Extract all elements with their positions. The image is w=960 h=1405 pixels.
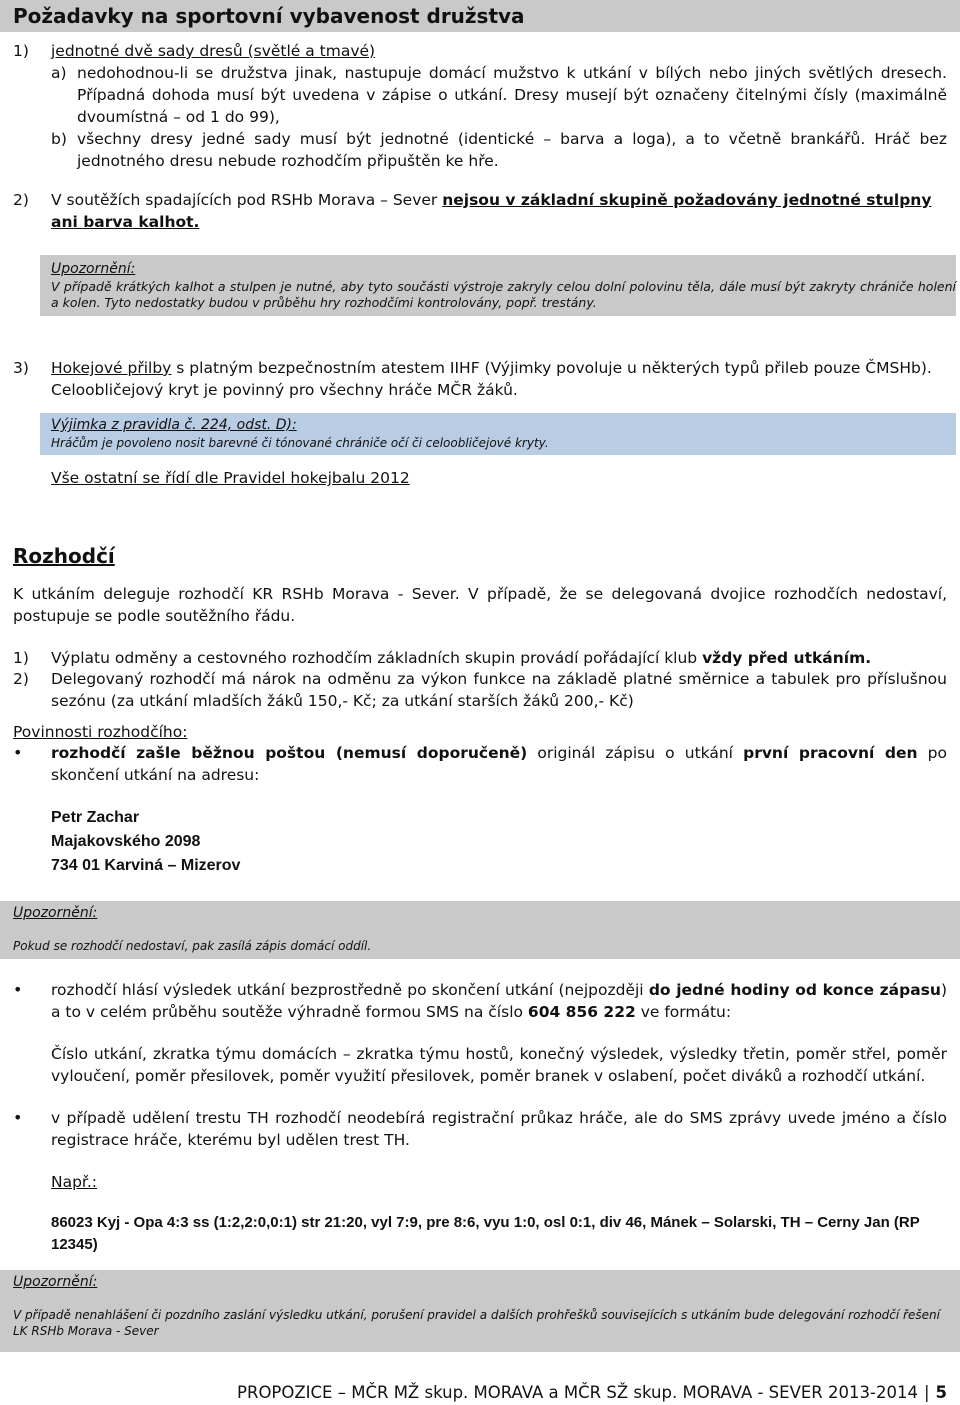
exception-text: Hráčům je povoleno nosit barevné či tónované chrániče očí či celoobličejové kryty.	[51, 436, 549, 450]
duties-label-line	[13, 721, 947, 743]
warning-text: V případě nenahlášení či pozdního zaslání výsledku utkání, porušení pravidel a dalších prohřešků souvisejících s utkáním bude delegování rozhodčí řešení LK RSHb Morava - Sever	[13, 1308, 940, 1338]
exception-box	[40, 413, 956, 455]
item-number: 3)	[13, 359, 29, 377]
referee-item-2	[13, 668, 947, 712]
item-text: s platným bezpečnostním atestem IIHF (Výjimky povoluje u některých typů přileb pouze ČMSHb). Celoobličejový kryt je povinný pro všechny hráče MČR žáků.	[51, 359, 932, 399]
duty-emphasis: první pracovní den	[743, 744, 918, 762]
example-sms: 86023 Kyj - Opa 4:3 ss (1:2,2:0,0:1) str 21:20, vyl 7:9, pre 8:6, vyu 1:0, osl 0:1, div 46, Mánek – Solarski, TH – Cerny Jan (RP 12345)	[51, 1214, 920, 1253]
page-number: 5	[935, 1383, 947, 1402]
address-city: 734 01 Karviná – Mizerov	[51, 857, 241, 874]
address-street: Majakovského 2098	[51, 833, 201, 850]
item-emphasis: nejsou v základní skupině požadovány jednotné stulpny ani barva kalhot.	[51, 191, 932, 231]
item-text: Výplatu odměny a cestovného rozhodčím základních skupin provádí pořádající klub	[51, 649, 703, 667]
duty-emphasis: rozhodčí zašle běžnou poštou (nemusí doporučeně)	[51, 744, 528, 762]
subitem-b	[13, 128, 947, 172]
warning-label: Upozornění:	[51, 261, 136, 277]
footer-text: PROPOZICE – MČR MŽ skup. MORAVA a MČR SŽ skup. MORAVA - SEVER 2013-2014	[237, 1383, 918, 1402]
warning-label: Upozornění:	[13, 905, 98, 921]
section-title: Požadavky na sportovní vybavenost družstva	[13, 4, 525, 28]
duties-label: Povinnosti rozhodčího:	[13, 723, 188, 741]
duty-bullet-1	[13, 742, 947, 786]
example-label-line	[51, 1171, 947, 1193]
duty-emphasis: do jedné hodiny od konce zápasu	[648, 981, 941, 999]
warning-label: Upozornění:	[13, 1274, 98, 1290]
item-number: 2)	[13, 191, 29, 209]
warning-box	[0, 901, 960, 959]
item-number: 2)	[13, 670, 29, 688]
duty-emphasis: 604 856 222	[527, 1003, 636, 1021]
referee-intro: K utkáním deleguje rozhodčí KR RSHb Morava - Sever. V případě, že se delegovaná dvojice rozhodčích nedostaví, postupuje se podle soutěžního řádu.	[13, 585, 947, 625]
sms-format: Číslo utkání, zkratka týmu domácích – zkratka týmu hostů, konečný výsledek, výsledky třetin, poměr střel, poměr vyloučení, poměr přesilovek, poměr využití přesilovek, poměr branek v oslabení, počet diváků a rozhodčí utkání.	[51, 1045, 947, 1085]
item-title: jednotné dvě sady dresů (světlé a tmavé)	[51, 42, 376, 60]
requirement-2	[13, 189, 947, 233]
warning-box	[40, 255, 956, 316]
item-title: Hokejové přilby	[51, 359, 172, 377]
item-emphasis: vždy před utkáním.	[702, 649, 872, 667]
subitem-label: b)	[51, 130, 67, 148]
duty-text: po skončení utkání na adresu:	[51, 744, 947, 784]
exception-label: Výjimka z pravidla č. 224, odst. D):	[51, 417, 297, 433]
page-footer	[237, 1382, 947, 1404]
item-number: 1)	[13, 42, 29, 60]
subitem-a	[13, 62, 947, 128]
warning-box	[0, 1270, 960, 1352]
subitem-text: všechny dresy jedné sady musí být jednotné (identické – barva a loga), a to včetně brankářů. Hráč bez jednotného dresu nebude rozhodčím připuštěn ke hře.	[77, 130, 947, 170]
item-number: 1)	[13, 649, 29, 667]
duty-text: rozhodčí hlásí výsledek utkání bezprostředně po skončení utkání (nejpozději	[51, 981, 649, 999]
other-rules-line	[51, 467, 947, 489]
footer-separator: |	[923, 1383, 930, 1402]
referee-item-1	[13, 647, 947, 669]
section-header	[0, 0, 960, 32]
subitem-label: a)	[51, 64, 67, 82]
item-text: Delegovaný rozhodčí má nárok na odměnu za výkon funkce na základě platné směrnice a tabulek pro příslušnou sezónu (za utkání mladších žáků 150,- Kč; za utkání starších žáků 200,- Kč)	[51, 670, 947, 710]
duty-bullet-3	[13, 1107, 947, 1151]
warning-text: V případě krátkých kalhot a stulpen je nutné, aby tyto součásti výstroje zakryly celou dolní polovinu těla, dále musí být zakryty chrániče holení a kolen. Tyto nedostatky budou v průběhu hry rozhodčími kontrolovány, popř. trestány.	[51, 279, 956, 310]
requirement-3	[13, 357, 947, 401]
duty-text: v případě udělení trestu TH rozhodčí neodebírá registrační průkaz hráče, ale do SMS zprávy uvede jméno a číslo registrace hráče, kterému byl udělen trest TH.	[51, 1109, 947, 1149]
example-label: Např.:	[51, 1173, 98, 1191]
referee-heading: Rozhodčí	[13, 544, 115, 568]
duty-text: ve formátu:	[635, 1003, 732, 1021]
duty-text: originál zápisu o utkání	[527, 744, 744, 762]
address-name: Petr Zachar	[51, 809, 140, 826]
warning-text: Pokud se rozhodčí nedostaví, pak zasílá zápis domácí oddíl.	[13, 939, 372, 953]
bullet-icon: •	[13, 980, 23, 999]
requirement-1	[13, 40, 947, 172]
duty-bullet-2	[13, 979, 947, 1087]
item-text: V soutěžích spadajících pod RSHb Morava – Sever	[51, 191, 443, 209]
subitem-text: nedohodnou-li se družstva jinak, nastupuje domácí mužstvo k utkání v bílých nebo jiných světlých dresech. Případná dohoda musí být uvedena v zápise o utkání. Dresy musejí být označeny čitelnými čísly (maximálně dvoumístná – od 1 do 99),	[77, 64, 947, 126]
bullet-icon: •	[13, 1108, 23, 1127]
bullet-icon: •	[13, 743, 23, 762]
duty-text: ) a to v celém průběhu soutěže výhradně formou SMS na číslo	[51, 981, 947, 1021]
other-rules: Vše ostatní se řídí dle Pravidel hokejbalu 2012	[51, 469, 410, 487]
